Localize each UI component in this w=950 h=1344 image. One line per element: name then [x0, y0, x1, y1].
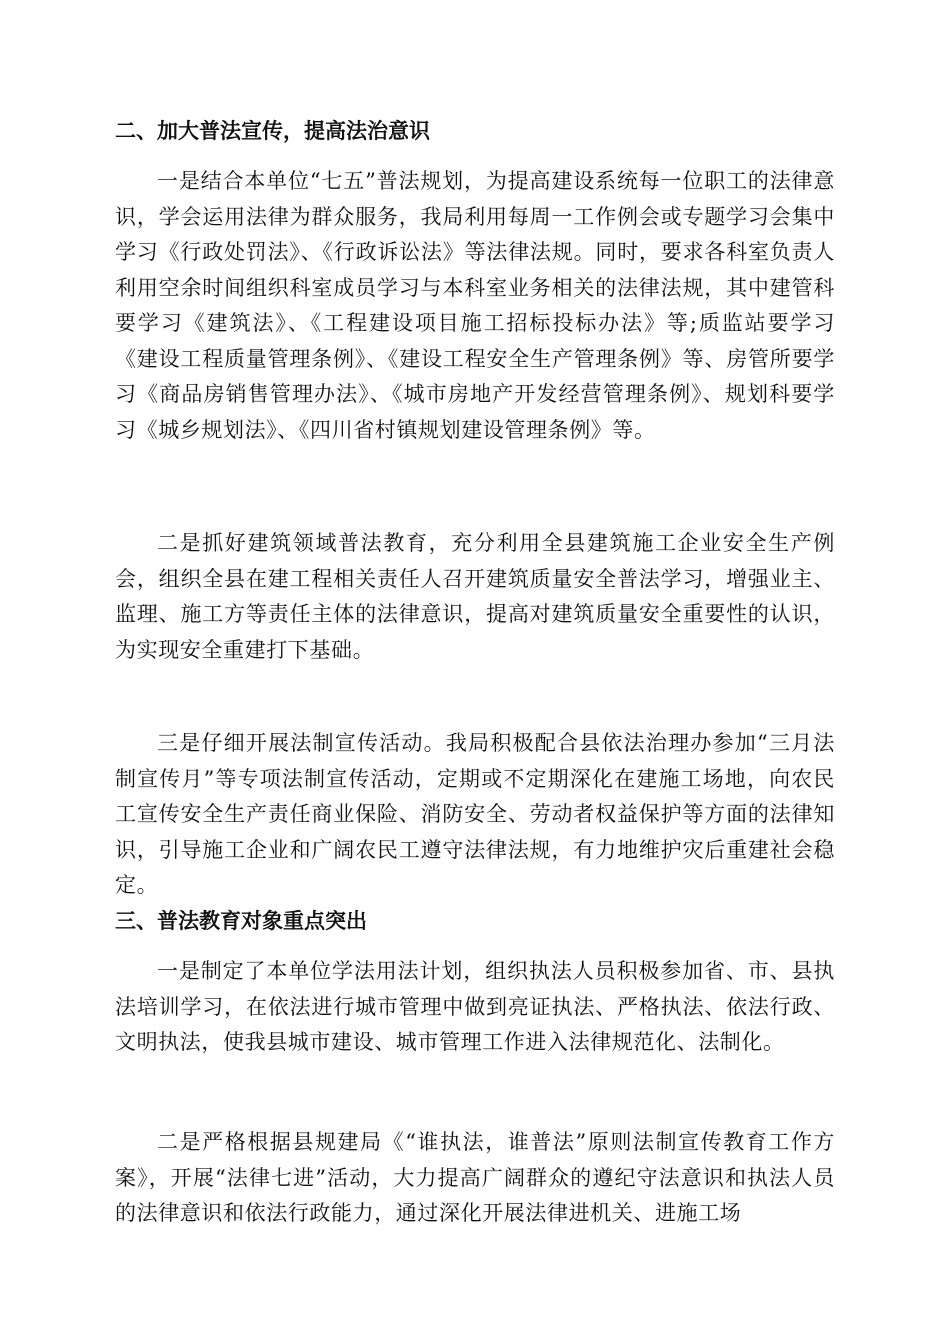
section-heading: 二、加大普法宣传，提高法治意识: [115, 119, 430, 143]
paragraph: 二是严格根据县规建局《“谁执法，谁普法”原则法制宣传教育工作方案》，开展“法律七进”活动，大力提高广阔群众的遵纪守法意识和执法人员的法律意识和依法行政能力，通过深化开展法律进机关、进施工场: [115, 1130, 835, 1225]
section-heading: 三、普法教育对象重点突出: [115, 909, 367, 933]
paragraph: 二是抓好建筑领域普法教育，充分利用全县建筑施工企业安全生产例会，组织全县在建工程相关责任人召开建筑质量安全普法学习，增强业主、监理、施工方等责任主体的法律意识，提高对建筑质量安全重要性的认识，为实现安全重建打下基础。: [115, 531, 835, 662]
paragraph: 一是结合本单位“七五”普法规划，为提高建设系统每一位职工的法律意识，学会运用法律为群众服务，我局利用每周一工作例会或专题学习会集中学习《行政处罚法》、《行政诉讼法》等法律法规。同时，要求各科室负责人利用空余时间组织科室成员学习与本科室业务相关的法律法规，其中建管科要学习《建筑法》、《工程建设项目施工招标投标办法》等;质监站要学习《建设工程质量管理条例》、《建设工程安全生产管理条例》等、房管所要学习《商品房销售管理办法》、《城市房地产开发经营管理条例》、规划科要学习《城乡规划法》、《四川省村镇规划建设管理条例》等。: [115, 169, 835, 442]
paragraph: 一是制定了本单位学法用法计划，组织执法人员积极参加省、市、县执法培训学习，在依法进行城市管理中做到亮证执法、严格执法、依法行政、文明执法，使我县城市建设、城市管理工作进入法律规范化、法制化。: [115, 959, 835, 1054]
paragraph: 三是仔细开展法制宣传活动。我局积极配合县依法治理办参加“三月法制宣传月”等专项法制宣传活动，定期或不定期深化在建施工场地，向农民工宣传安全生产责任商业保险、消防安全、劳动者权益保护等方面的法律知识，引导施工企业和广阔农民工遵守法律法规，有力地维护灾后重建社会稳定。: [115, 731, 835, 897]
